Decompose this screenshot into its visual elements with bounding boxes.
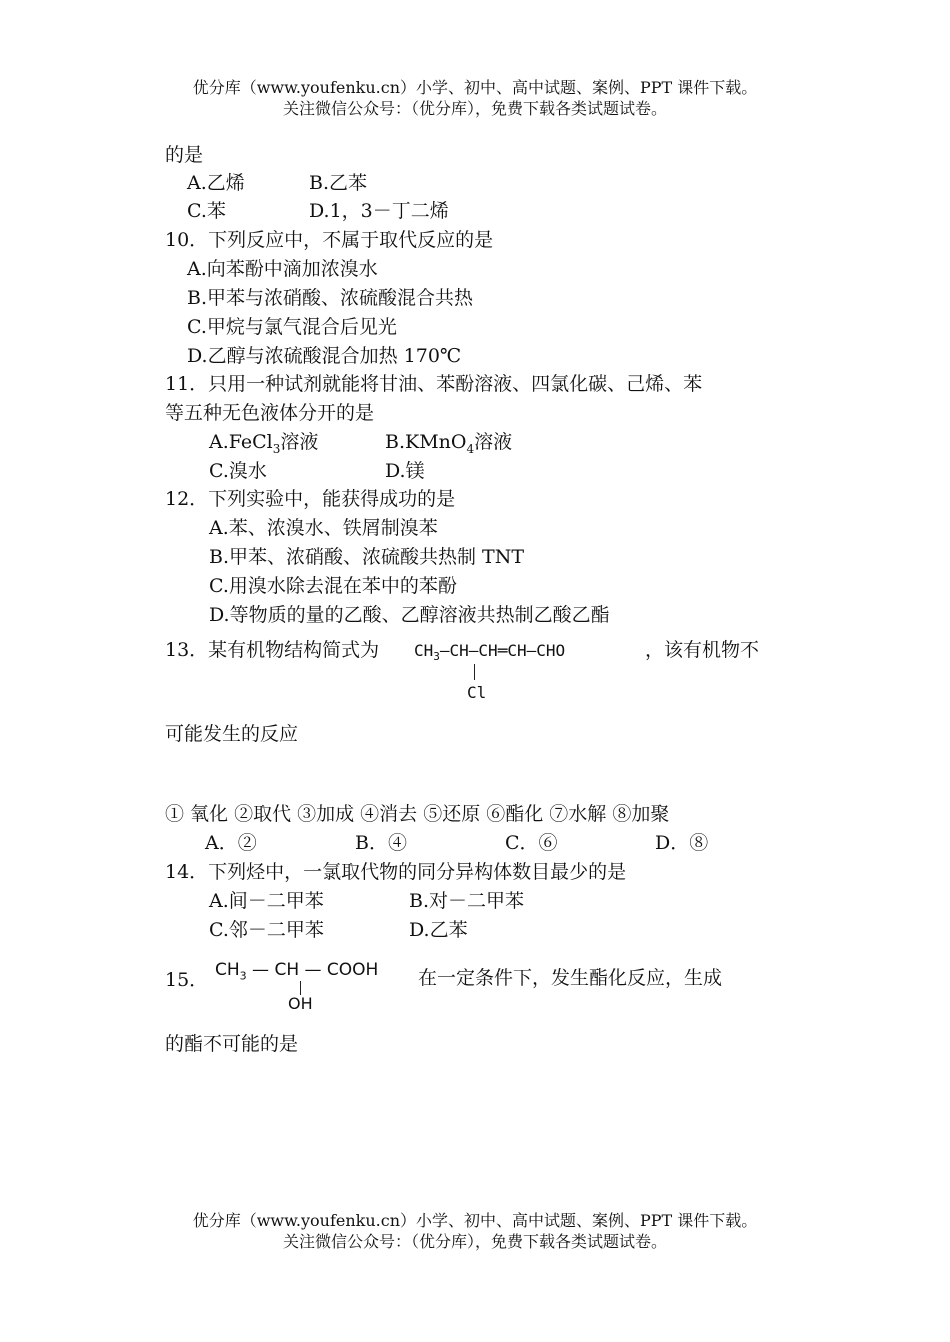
- q15-number: 15．: [165, 969, 209, 991]
- q15-structural-formula: $CH_3$ — CH — COOH: [215, 960, 379, 983]
- q12-option-c: C.用溴水除去混在苯中的苯酚: [209, 575, 457, 597]
- q9-stem-tail: 的是: [165, 144, 204, 166]
- q13-chlorine-substituent: Cl: [467, 683, 487, 702]
- q9-option-b: B.乙苯: [309, 172, 368, 194]
- q11-option-c: C.溴水: [209, 460, 267, 482]
- q13-stem-suffix: ，该有机物不: [645, 639, 760, 661]
- q13-bond-line: [474, 664, 475, 680]
- q9-option-c: C.苯: [187, 200, 226, 222]
- q13-option-a: A．②: [205, 832, 257, 854]
- q10-option-a: A.向苯酚中滴加浓溴水: [187, 258, 378, 280]
- q9-option-d: D.1，3－丁二烯: [309, 200, 449, 222]
- footer-line-2: 关注微信公众号：（优分库），免费下载各类试题试卷。: [282, 1232, 667, 1251]
- q10-option-b: B.甲苯与浓硝酸、浓硫酸混合共热: [187, 287, 474, 309]
- q15-hydroxyl-substituent: OH: [288, 994, 313, 1013]
- q14-stem: 14．下列烃中，一氯取代物的同分异构体数目最少的是: [165, 861, 627, 883]
- q14-option-c: C.邻－二甲苯: [209, 919, 324, 941]
- q12-option-d: D.等物质的量的乙酸、乙醇溶液共热制乙酸乙酯: [209, 604, 610, 626]
- header-line-1: 优分库（www.youfenku.cn）小学、初中、高中试题、案例、PPT 课件下载。: [192, 78, 758, 97]
- q15-stem-suffix: 在一定条件下，发生酯化反应，生成: [418, 967, 723, 989]
- q12-option-a: A.苯、浓溴水、铁屑制溴苯: [209, 517, 438, 539]
- q13-option-b: B．④: [355, 832, 407, 854]
- q11-stem-line-2: 等五种无色液体分开的是: [165, 402, 375, 424]
- q13-option-c: C．⑥: [505, 832, 558, 854]
- q11-stem-line-1: 11．只用一种试剂就能将甘油、苯酚溶液、四氯化碳、己烯、苯: [165, 373, 703, 395]
- q14-option-d: D.乙苯: [409, 919, 468, 941]
- q13-stem-line-2: 可能发生的反应: [165, 723, 299, 745]
- q11-option-d: D.镁: [385, 460, 425, 482]
- q10-stem: 10．下列反应中，不属于取代反应的是: [165, 229, 494, 251]
- q14-option-a: A.间－二甲苯: [209, 890, 324, 912]
- q14-option-b: B.对－二甲苯: [409, 890, 525, 912]
- q12-option-b: B.甲苯、浓硝酸、浓硫酸共热制 TNT: [209, 546, 525, 568]
- q13-structural-formula: $CH_3—CH—CH═CH—CHO$: [414, 641, 566, 664]
- q13-reaction-list: ① 氧化 ②取代 ③加成 ④消去 ⑤还原 ⑥酯化 ⑦水解 ⑧加聚: [165, 803, 670, 825]
- q10-option-c: C.甲烷与氯气混合后见光: [187, 316, 397, 338]
- q13-option-d: D．⑧: [655, 832, 709, 854]
- q11-option-b: B.KMnO$_4$溶液: [385, 431, 513, 456]
- header-line-2: 关注微信公众号：（优分库），免费下载各类试题试卷。: [282, 99, 667, 118]
- footer-line-1: 优分库（www.youfenku.cn）小学、初中、高中试题、案例、PPT 课件下载。: [192, 1211, 758, 1230]
- q15-stem-line-2: 的酯不可能的是: [165, 1033, 299, 1055]
- q9-option-a: A.乙烯: [187, 172, 245, 194]
- q13-stem-prefix: 13．某有机物结构简式为: [165, 639, 380, 661]
- q12-stem: 12．下列实验中，能获得成功的是: [165, 488, 456, 510]
- q15-bond-line: [300, 981, 301, 995]
- q10-option-d: D.乙醇与浓硫酸混合加热 170℃: [187, 345, 462, 367]
- q11-option-a: A.FeCl$_3$溶液: [209, 431, 319, 456]
